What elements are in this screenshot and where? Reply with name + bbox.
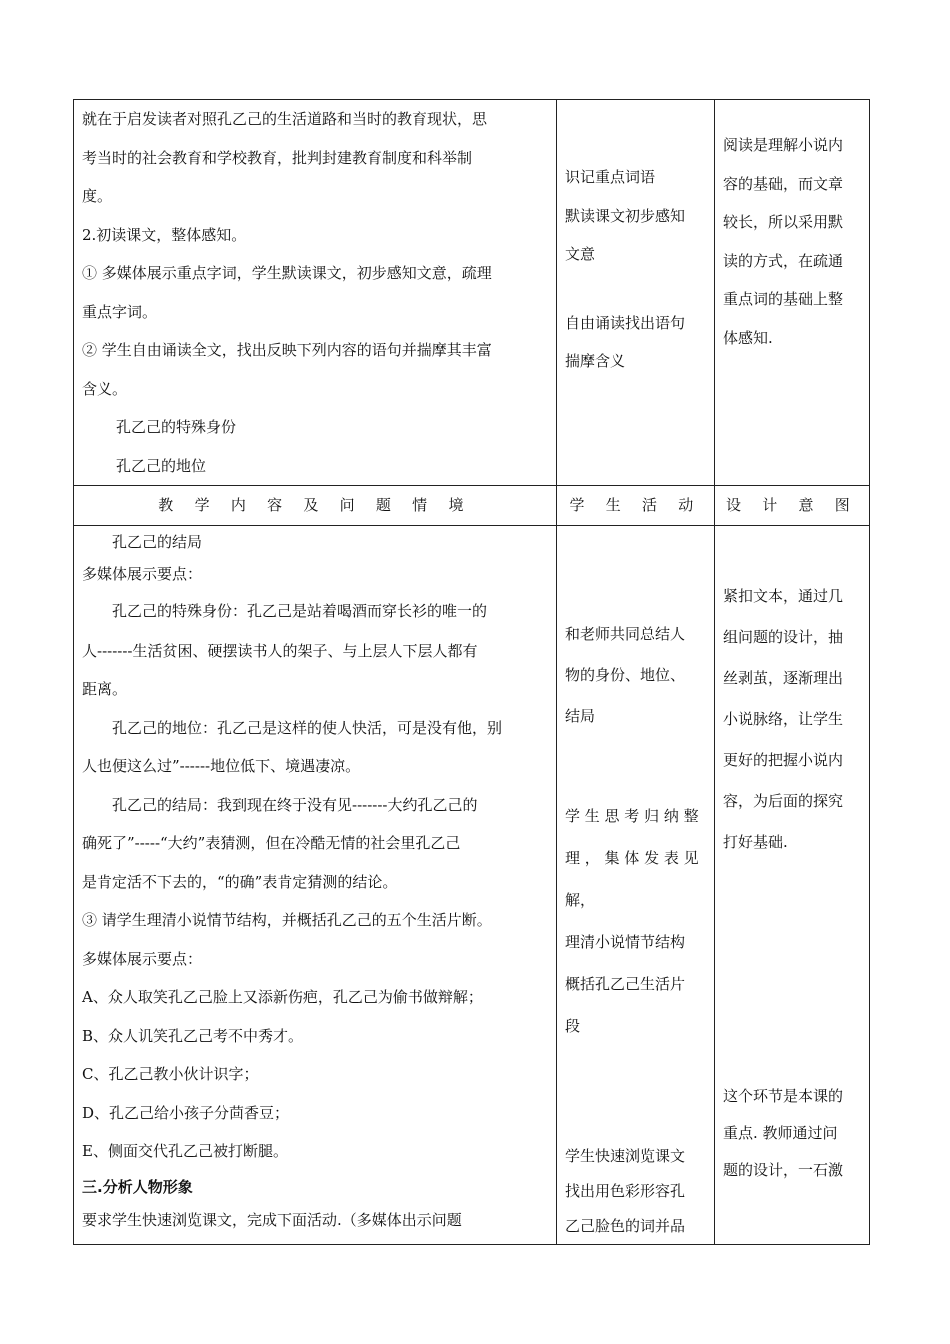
text-line: 孔乙己的结局：我到现在终于没有见-------大约孔乙己的 xyxy=(112,795,478,814)
text-line: 理清小说情节结构 xyxy=(565,932,686,951)
text-line: 孔乙己的地位：孔乙己是这样的使人快活，可是没有他，别 xyxy=(112,718,503,737)
text-line: 这个环节是本课的 xyxy=(723,1086,844,1105)
intent-cell xyxy=(715,100,870,486)
text-line: 确死了”-----“大约”表猜测，但在冷酷无情的社会里孔乙己 xyxy=(82,834,461,852)
header-content: 教 学 内 容 及 问 题 情 境 xyxy=(74,486,557,526)
text-line: 就在于启发读者对照孔乙己的生活道路和当时的教育现状，思 xyxy=(82,110,488,128)
text-line: 理 ， 集 体 发 表 见 xyxy=(565,848,699,867)
text-line: 题的设计，一石激 xyxy=(723,1160,844,1179)
text-line: 要求学生快速浏览课文，完成下面活动.（多媒体出示问题 xyxy=(82,1210,462,1229)
table-row xyxy=(74,100,870,486)
text-line: 读的方式，在疏通 xyxy=(723,251,844,270)
text-line: B、众人讥笑孔乙己考不中秀才。 xyxy=(82,1026,304,1045)
text-line: A、众人取笑孔乙己脸上又添新伤疤，孔乙己为偷书做辩解； xyxy=(82,988,483,1006)
text-line: 丝剥茧，逐渐理出 xyxy=(723,668,844,687)
text-line: 解， xyxy=(565,890,596,909)
text-line: 紧扣文本，通过几 xyxy=(723,586,844,605)
text-line: 揣摩含义 xyxy=(565,352,626,370)
text-line: 人-------生活贫困、硬摆读书人的架子、与上层人下层人都有 xyxy=(82,641,478,660)
text-line: 物的身份、地位、 xyxy=(565,665,686,684)
text-line: 孔乙己的特殊身份 xyxy=(116,418,237,436)
text-line: 重点. 教师通过问 xyxy=(723,1123,838,1142)
text-line: 是肯定活不下去的，“的确”表肯定猜测的结论。 xyxy=(82,872,398,891)
header-intent: 设 计 意 图 xyxy=(715,486,870,526)
header-activity: 学 生 活 动 xyxy=(557,486,715,526)
table-header-row xyxy=(74,486,870,526)
text-line: 重点词的基础上整 xyxy=(723,290,844,308)
text-line: 找出用色彩形容孔 xyxy=(565,1181,686,1200)
text-line: 孔乙己的结局 xyxy=(112,532,203,551)
text-line: 概括孔乙己生活片 xyxy=(565,974,686,993)
section-heading: 三.分析人物形象 xyxy=(82,1177,193,1196)
text-line: 更好的把握小说内 xyxy=(723,750,844,769)
text-line: 多媒体展示要点： xyxy=(82,949,203,968)
text-line: 重点字词。 xyxy=(82,302,158,321)
table-row xyxy=(74,525,870,1244)
text-line: 打好基础. xyxy=(723,832,788,851)
text-line: 文意 xyxy=(565,245,596,263)
text-line: 小说脉络，让学生 xyxy=(723,709,844,728)
text-line: ② 学生自由诵读全文，找出反映下列内容的语句并揣摩其丰富 xyxy=(82,341,492,359)
text-line: 自由诵读找出语句 xyxy=(565,313,686,332)
activity-cell xyxy=(557,100,715,486)
text-line: 和老师共同总结人 xyxy=(565,624,686,643)
text-line: 较长，所以采用默 xyxy=(723,213,844,231)
text-line: 2.初读课文，整体感知。 xyxy=(82,225,247,244)
lesson-plan-table xyxy=(73,99,870,1245)
text-line: 段 xyxy=(565,1016,581,1035)
text-line: 多媒体展示要点： xyxy=(82,564,203,583)
text-line: 含义。 xyxy=(82,379,128,398)
text-line: 默读课文初步感知 xyxy=(565,206,686,225)
text-line: 距离。 xyxy=(82,680,128,698)
intent-cell xyxy=(715,525,870,1244)
text-line: 人也便这么过”------地位低下、境遇凄凉。 xyxy=(82,757,361,775)
text-line: 度。 xyxy=(82,187,113,205)
text-line: 体感知. xyxy=(723,328,773,347)
text-line: ① 多媒体展示重点字词，学生默读课文，初步感知文意，疏理 xyxy=(82,264,492,282)
text-line: 容，为后面的探究 xyxy=(723,791,844,810)
activity-cell xyxy=(557,525,715,1244)
text-line: 识记重点词语 xyxy=(565,168,656,186)
text-line: 考当时的社会教育和学校教育，批判封建教育制度和科举制 xyxy=(82,148,473,167)
text-line: 结局 xyxy=(565,706,596,725)
text-line: 学 生 思 考 归 纳 整 xyxy=(565,806,699,825)
content-cell xyxy=(74,100,557,486)
text-line: 孔乙己的特殊身份：孔乙己是站着喝酒而穿长衫的唯一的 xyxy=(112,601,488,620)
text-line: ③ 请学生理清小说情节结构，并概括孔乙己的五个生活片断。 xyxy=(82,911,492,929)
text-line: D、孔乙己给小孩子分茴香豆； xyxy=(82,1103,290,1122)
text-line: 组问题的设计，抽 xyxy=(723,627,844,646)
text-line: 孔乙己的地位 xyxy=(116,456,207,475)
content-cell xyxy=(74,525,557,1244)
text-line: E、侧面交代孔乙己被打断腿。 xyxy=(82,1142,288,1160)
text-line: 阅读是理解小说内 xyxy=(723,136,844,154)
text-line: 学生快速浏览课文 xyxy=(565,1146,686,1165)
text-line: 容的基础，而文章 xyxy=(723,174,844,193)
text-line: 乙己脸色的词并品 xyxy=(565,1216,686,1235)
text-line: C、孔乙己教小伙计识字； xyxy=(82,1065,259,1083)
